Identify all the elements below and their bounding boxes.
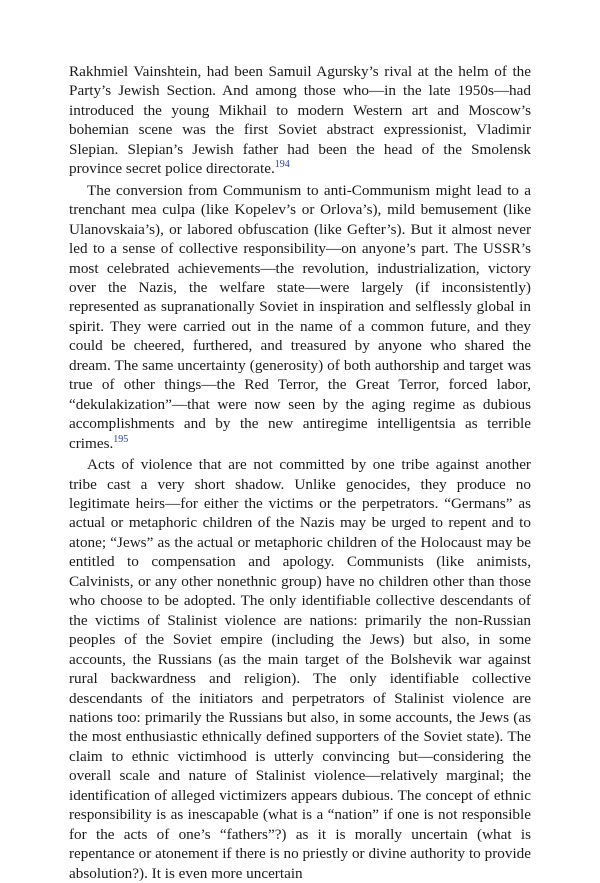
paragraph-3-text: Acts of violence that are not committed by one tribe against another tribe cast a very short shadow. Unlike genocides, they produce no legitimate heirs—for either the victims or the perpetrators. “Germans” as actual or metaphoric children of the Nazis may be urged to repent and to atone; “Jews” as the actual or metaphoric children of the Holocaust may be entitled to compensation and apology. Communists (like animists, Calvinists, or any other nonethnic group) have no children other than those who choose to be adopted. The only identifiable collective descendants of the victims of Stalinist violence are nations: primarily the non-Russian peoples of the Soviet empire (including the Jews) but also, in some accounts, the Russians (as the main target of the Bolshevik war against rural backwardness and religion). The only identifiable collective descendants of the initiators and perpetrators of Stalinist violence are nations too: primarily the Russians but also, in some accounts, the Jews (as the most enthusiastic ethnically defined supporters of the Soviet state). The claim to ethnic victimhood is utterly convincing but—considering the overall scale and nature of Stalinist violence—relatively marginal; the identification of alleged victimizers appears dubious. The concept of ethnic responsibility is as inescapable (what is a “nation” if one is not responsible for the acts of one’s “fathers”?) as it is morally uncertain (what is repentance or atonement if there is no priestly or divine authority to provide absolution?). It is even more uncertain <box>69 456 531 882</box>
paragraph-2 <box>69 181 531 453</box>
footnote-ref-195[interactable]: 195 <box>113 433 129 445</box>
paragraph-1 <box>69 62 531 179</box>
paragraph-1-text: Rakhmiel Vainshtein, had been Samuil Agursky’s rival at the helm of the Party’s Jewish Section. And among those who—in the late 1950s—had introduced the young Mikhail to modern Western art and Moscow’s bohemian scene was the first Soviet abstract expressionist, Vladimir Slepian. Slepian’s Jewish father had been the head of the Smolensk province secret police directorate. <box>69 63 531 178</box>
paragraph-3 <box>69 455 531 883</box>
footnote-ref-194[interactable]: 194 <box>274 159 290 171</box>
book-page <box>69 62 531 883</box>
paragraph-2-text: The conversion from Communism to anti-Communism might lead to a trenchant mea culpa (like Kopelev’s or Orlova’s), mild bemusement (like Ulanovskaia’s), or labored obfuscation (like Gefter’s). But it almost never led to a sense of collective responsibility—on anyone’s part. The USSR’s most celebrated achievements—the revolution, industrialization, victory over the Nazis, the welfare state—were largely (if inconsistently) represented as supranationally Soviet in inspiration and selflessly global in spirit. They were carried out in the name of a common future, and they could be cheered, furthered, and treasured by anyone who shared the dream. The same uncertainty (generosity) of both authorship and target was true of other things—the Red Terror, the Great Terror, forced labor, “dekulakization”—that were now seen by the aging regime as dubious accomplishments and by the new antiregime intelligentsia as terrible crimes. <box>69 181 531 452</box>
